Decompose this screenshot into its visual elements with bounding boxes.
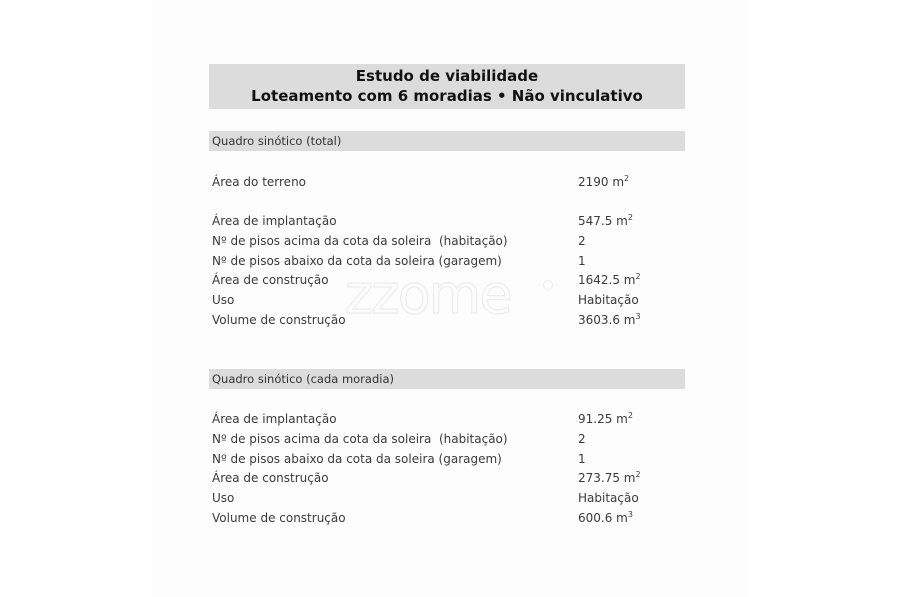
row-label-pisos-acima: Nº de pisos acima da cota da soleira (habitação) [212, 234, 508, 248]
row-label-pisos-abaixo: Nº de pisos abaixo da cota da soleira (garagem) [212, 254, 502, 268]
document-title: Estudo de viabilidade [355, 67, 539, 85]
row-label-uso: Uso [212, 491, 235, 505]
row-value-uso: Habitação [578, 491, 639, 505]
row-value-area-construcao: 273.75 $m^2$ [578, 470, 641, 485]
row-label-area-construcao: Área de construção [212, 273, 329, 287]
row-value-volume-construcao: 600.6 $m^3$ [578, 510, 633, 525]
row-label-area-implantacao: Área de implantação [212, 214, 337, 228]
row-label-pisos-acima: Nº de pisos acima da cota da soleira (habitação) [212, 432, 508, 446]
row-value-area-terreno: 2190 $m^2$ [578, 174, 630, 189]
row-label-uso: Uso [212, 293, 235, 307]
row-value-pisos-acima: 2 [578, 432, 586, 446]
document-subtitle: Loteamento com 6 moradias • Não vinculativo [251, 87, 643, 105]
row-value-area-implantacao: 91.25 $m^2$ [578, 411, 633, 426]
section-header-cada-moradia: Quadro sinótico (cada moradia) [209, 369, 685, 389]
section-header-total: Quadro sinótico (total) [209, 131, 685, 151]
zome-watermark-logo: zzome [345, 263, 511, 326]
registered-mark-icon [543, 280, 553, 290]
row-label-volume-construcao: Volume de construção [212, 511, 346, 525]
row-label-area-construcao: Área de construção [212, 471, 329, 485]
row-value-pisos-abaixo: 1 [578, 254, 586, 268]
row-value-pisos-acima: 2 [578, 234, 586, 248]
row-value-area-construcao: 1642.5 $m^2$ [578, 272, 641, 287]
row-label-volume-construcao: Volume de construção [212, 313, 346, 327]
row-label-pisos-abaixo: Nº de pisos abaixo da cota da soleira (garagem) [212, 452, 502, 466]
row-value-volume-construcao: 3603.6 $m^3$ [578, 312, 641, 327]
row-label-area-terreno: Área do terreno [212, 175, 307, 189]
row-value-uso: Habitação [578, 293, 639, 307]
title-banner [209, 64, 685, 109]
row-label-area-implantacao: Área de implantação [212, 412, 337, 426]
row-value-area-implantacao: 547.5 $m^2$ [578, 213, 633, 228]
row-value-pisos-abaixo: 1 [578, 452, 586, 466]
